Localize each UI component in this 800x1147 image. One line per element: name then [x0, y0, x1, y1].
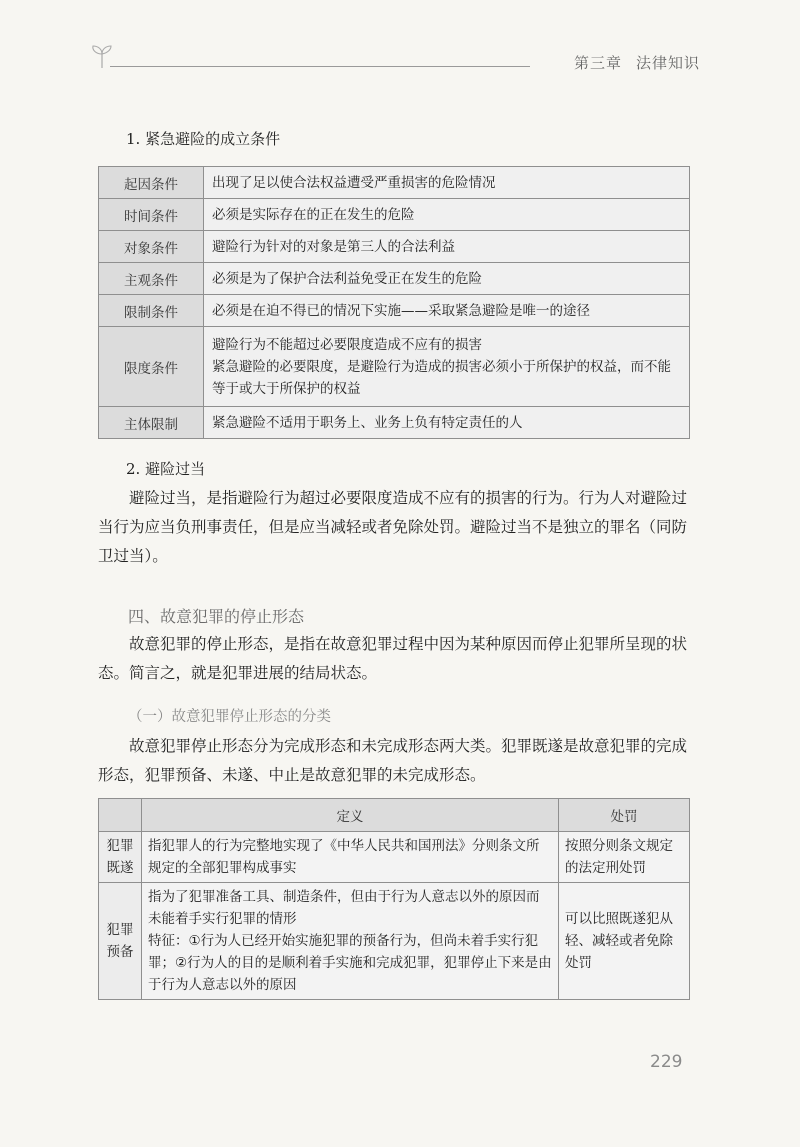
page-number: 229	[650, 1052, 683, 1072]
stop-form-row	[99, 883, 690, 1000]
stop-form-label: 犯罪预备	[99, 883, 142, 1000]
condition-row	[99, 407, 690, 439]
condition-value	[204, 295, 690, 327]
page-header	[90, 42, 700, 72]
condition-label: 限度条件	[99, 327, 204, 407]
condition-text-line: 避险行为针对的对象是第三人的合法利益	[212, 238, 455, 255]
condition-text-line: 避险行为不能超过必要限度造成不应有的损害	[212, 336, 482, 353]
conditions-table	[98, 166, 690, 439]
stop-form-definition	[142, 832, 559, 883]
condition-value	[204, 199, 690, 231]
condition-row	[99, 295, 690, 327]
condition-text-line: 必须是在迫不得已的情况下实施——采取紧急避险是唯一的途径	[212, 302, 590, 319]
subsection-heading-classification: （一）故意犯罪停止形态的分类	[128, 709, 331, 725]
condition-label: 主观条件	[99, 263, 204, 295]
condition-label: 对象条件	[99, 231, 204, 263]
section-title-conditions: 1. 紧急避险的成立条件	[126, 130, 281, 148]
condition-row	[99, 199, 690, 231]
excess-paragraph: 避险过当，是指避险行为超过必要限度造成不应有的损害的行为。行为人对避险过当行为应当负刑事责任，但是应当减轻或者免除处罚。避险过当不是独立的罪名（同防卫过当）。	[98, 489, 688, 565]
header-chapter: 第三章	[573, 54, 622, 72]
column-header-punishment: 处罚	[559, 799, 690, 832]
section-title-excess: 2. 避险过当	[126, 460, 206, 478]
stop-form-punishment: 按照分则条文规定的法定刑处罚	[559, 832, 690, 883]
condition-text-line: 紧急避险不适用于职务上、业务上负有特定责任的人	[212, 414, 523, 431]
stop-form-label: 犯罪既遂	[99, 832, 142, 883]
definition-text-line: 指为了犯罪准备工具、制造条件，但由于行为人意志以外的原因而未能着手实行犯罪的情形	[148, 889, 540, 927]
stop-form-punishment: 可以比照既遂犯从轻、减轻或者免除处罚	[559, 883, 690, 1000]
condition-row	[99, 231, 690, 263]
condition-value	[204, 167, 690, 199]
condition-row	[99, 167, 690, 199]
header-title	[574, 52, 700, 73]
header-topic: 法律知识	[635, 54, 700, 72]
classification-paragraph: 故意犯罪停止形态分为完成形态和未完成形态两大类。犯罪既遂是故意犯罪的完成形态，犯罪预备、未遂、中止是故意犯罪的未完成形态。	[98, 737, 688, 784]
condition-value	[204, 231, 690, 263]
condition-row	[99, 327, 690, 407]
condition-text-line: 必须是实际存在的正在发生的危险	[212, 206, 415, 223]
definition-text-line: 特征：①行为人已经开始实施犯罪的预备行为，但尚未着手实行犯罪；②行为人的目的是顺利着手实施和完成犯罪，犯罪停止下来是由于行为人意志以外的原因	[148, 933, 552, 993]
condition-value	[204, 263, 690, 295]
condition-text-line: 必须是为了保护合法利益免受正在发生的危险	[212, 270, 482, 287]
condition-label: 限制条件	[99, 295, 204, 327]
condition-label: 主体限制	[99, 407, 204, 439]
condition-value	[204, 327, 690, 407]
table-corner-cell	[99, 799, 142, 832]
stop-form-definition	[142, 883, 559, 1000]
column-header-definition: 定义	[142, 799, 559, 832]
condition-label: 时间条件	[99, 199, 204, 231]
condition-value	[204, 407, 690, 439]
condition-text-line: 出现了足以使合法权益遭受严重损害的危险情况	[212, 174, 496, 191]
header-rule	[110, 66, 530, 67]
stop-forms-table	[98, 798, 690, 1000]
condition-label: 起因条件	[99, 167, 204, 199]
definition-text-line: 指犯罪人的行为完整地实现了《中华人民共和国刑法》分则条文所规定的全部犯罪构成事实	[148, 838, 540, 876]
section-heading-stop-forms: 四、故意犯罪的停止形态	[128, 607, 305, 626]
stop-form-row	[99, 832, 690, 883]
condition-text-line: 紧急避险的必要限度，是避险行为造成的损害必须小于所保护的权益，而不能等于或大于所保护的权益	[212, 358, 671, 397]
stop-forms-paragraph: 故意犯罪的停止形态，是指在故意犯罪过程中因为某种原因而停止犯罪所呈现的状态。简言之，就是犯罪进展的结局状态。	[98, 635, 688, 682]
condition-row	[99, 263, 690, 295]
